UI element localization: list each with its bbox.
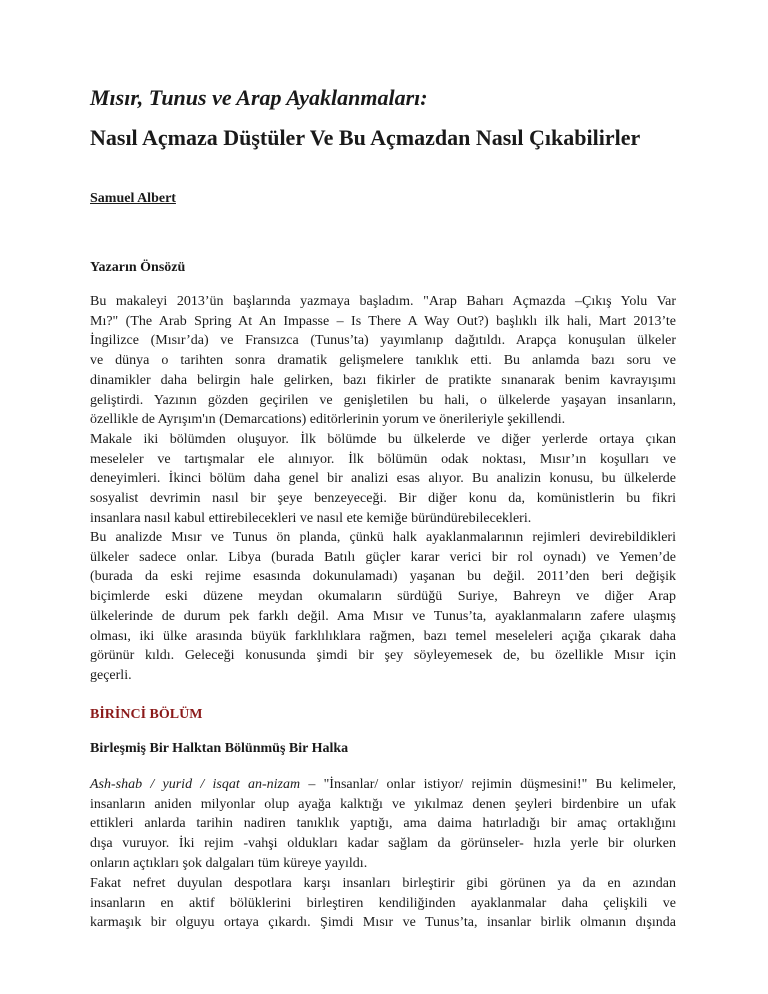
line: özellikle de Ayrışım'ın (Demarcations) editörlerinin yorum ve önerileriyle şekillendi. [90,412,566,428]
line: insanların en aktif bölüklerini birleştiren kendiliğinden ayaklanmalar daha çelişkili ve [90,895,676,911]
line: Fakat nefret duyulan despotlara karşı insanları birleştirir gibi görünen ya da en azından [90,876,676,891]
line: ve dünya o tarihten sonra dramatik gelişmelere tanıklık etti. Bu anlamda bazı soru ve [90,353,676,369]
document-title: Nasıl Açmaza Düştüler Ve Bu Açmazdan Nasıl Çıkabilirler [90,125,641,150]
line: meseleler ve tartışmalar ele alınıyor. İlk bölümün odak noktası, Mısır’ın koşulları ve [90,451,676,467]
transliteration: Ash-shab / yurid / isqat an-nizam – "İnsanlar/ onlar istiyor/ rejimin düşmesini!" Bu kelimeler, [90,777,677,792]
paragraph-5 [90,874,676,933]
document-title-italic: Mısır, Tunus ve Arap Ayaklanmaları: [90,85,428,110]
line [90,775,676,795]
paragraph-1 [90,292,676,430]
line: İngilizce (Mısır’da) ve Fransızca (Tunus’ta) yayımlanıp dağıtıldı. Arapça konuşulan ülkeler [90,333,676,349]
line: insanlara nasıl kabul ettirebilecekleri ve nasıl ete kemiğe büründürebilecekleri. [90,510,532,526]
line: Bu makaleyi 2013’ün başlarında yazmaya başladım. "Arap Baharı Açmazda –Çıkış Yolu Var [90,294,676,309]
line: dışa vuruyor. İki rejim -vahşi oldukları kadar sağlam da görünseler- hızla yerle bir olurken [90,836,676,852]
section-heading: Birleşmiş Bir Halktan Bölünmüş Bir Halka [90,741,349,756]
paragraph-4 [90,775,676,874]
line: sosyalist devrimin nasıl bir şeye benzeyeceği. Bir diğer konu da, komünistlerin bu fikri [90,491,676,507]
line: onların açtıkları şok dalgaları tüm küreye yayıldı. [90,855,368,871]
author-name: Samuel Albert [90,191,176,206]
line: (burada da eski rejime esasında dokunulamadı) yaşanan bu değil. 2011’den beri değişik [90,569,676,585]
line: Mı?" (The Arab Spring At An Impasse – Is There A Way Out?) başlıklı ilk hali, Mart 2013’te [90,313,676,329]
part-heading: BİRİNCİ BÖLÜM [90,707,203,722]
line: ülkelerinde de durum pek farklı değil. Ama Mısır ve Tunus’ta, ayaklanmaların zafere ulaşmış [90,608,676,624]
line: dinamikler daha belirgin hale gelirken, bazı fikirler de pratikte sınanarak benim kavrayışımı [90,372,676,388]
paragraph-3 [90,528,676,686]
transliteration-italic: Ash-shab / yurid / isqat an-nizam [90,777,301,792]
line: insanların aniden milyonlar olup ayağa kalktığı ve yıkılmaz denen şeyleri birdenbire un ufak [90,796,676,812]
preface-heading: Yazarın Önsözü [90,260,186,275]
line: Makale iki bölümden oluşuyor. İlk bölümde bu ülkelerde ve diğer yerlerde ortaya çıkan [90,432,676,447]
line: biçimlerde eski düzene meydan okumaların sürdüğü Suriye, Bahreyn ve diğer Arap [90,589,676,605]
line: olması, iki ülke arasında büyük farklılıklara rağmen, bazı temel meseleleri açığa çıkarak daha [90,628,676,644]
line: ettikleri anlarda tarihin nadiren tanıklık yaptığı, ama daima hatırladığı bir amaç ortaklığını [90,816,676,832]
line: ülkeler sadece onlar. Libya (burada Batılı güçler karar verici bir rol oynadı) ve Yemen’de [90,549,676,565]
line: deneyimleri. İkinci bölüm daha genel bir analizi esas alıyor. Bu analizin konusu, bu ülkelerde [90,471,676,487]
line: Bu analizde Mısır ve Tunus ön planda, çünkü halk ayaklanmalarının rejimleri devirebildikleri [90,530,676,545]
paragraph-2 [90,430,676,529]
line: karmaşık bir olguyu ortaya çıkardı. Şimdi Mısır ve Tunus’ta, insanlar birlik olmanın dışında [90,915,676,931]
line: geliştirdi. Yazının gözden geçirilen ve genişletilen bu hali, o ülkelerde yaşayan insanların, [90,392,676,408]
line: geçerli. [90,667,132,683]
line: görünür kıldı. Geleceği konusunda şimdi bir şey söyleyemesek de, bu özellikle Mısır için [90,648,676,664]
